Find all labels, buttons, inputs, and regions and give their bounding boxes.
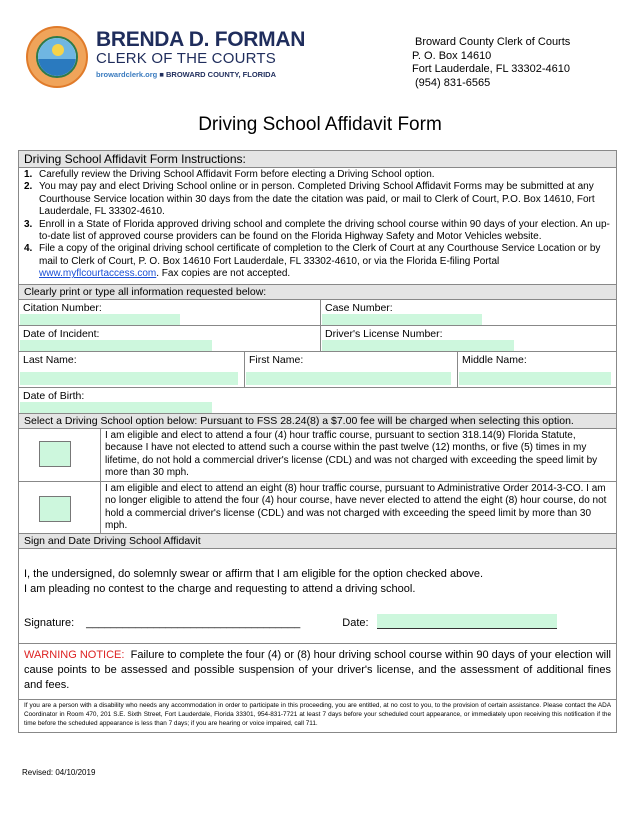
option-four-hour [19, 429, 616, 482]
first-name-label: First Name: [249, 353, 304, 366]
address-line: P. O. Box 14610 [412, 49, 492, 62]
list-item: 2. You may pay and elect Driving School online or in person. Completed Driving School Affidavit Forms may be submitted at any Courthouse Service location within 30 days from the date the citation was paid, or mail to Clerk of Court, P.O. Box 14610, Fort Lauderdale, FL 33302-4610. [24, 181, 595, 218]
last-name-input[interactable] [20, 372, 238, 385]
citation-number-input[interactable] [20, 314, 180, 325]
middle-name-label: Middle Name: [462, 353, 527, 366]
list-item: 4. File a copy of the original driving school certificate of completion to the Clerk of Court at any Courthouse Service Location or by mail to Clerk of Court, P. O. Box 14610 Fort Lauderdale, FL 33302-4610, or via the Florida E-filing Portal www.myflcourtaccess.com. Fax copies are not accepted. [24, 243, 601, 280]
page-title: Driving School Affidavit Form [198, 114, 442, 135]
site-link[interactable]: browardclerk.org [96, 70, 158, 79]
affidavit-form [18, 150, 617, 733]
sign-heading: Sign and Date Driving School Affidavit [19, 534, 616, 549]
clerk-website [96, 70, 276, 79]
clerk-seal-icon [26, 26, 88, 88]
revised-date: Revised: 04/10/2019 [22, 768, 96, 777]
warning-notice [19, 643, 616, 700]
address-line: (954) 831-6565 [415, 76, 491, 89]
option-eight-hour [19, 482, 616, 535]
ada-notice: If you are a person with a disability who needs any accommodation in order to participate in this proceeding, you are entitled, at no cost to you, to the provision of certain assistance. Please contact the ADA Coordinator in Room 470, 201 S.E. Sixth Street, Fort Lauderdale, Florida 33301, 954-831-7721 at least 7 days before your scheduled court appearance, or immediately upon receiving this notification if the time before the scheduled appearance is less than 7 days; if you are hearing or voice impaired, call 711. [24, 702, 611, 727]
case-number-label: Case Number: [325, 301, 393, 314]
case-number-input[interactable] [322, 314, 482, 325]
date-label: Date: [342, 617, 369, 630]
signature-label: Signature: [24, 617, 75, 630]
clerk-name: BRENDA D. FORMAN [96, 28, 306, 51]
county-label: ■ BROWARD COUNTY, FLORIDA [159, 70, 276, 79]
clerk-title: CLERK OF THE COURTS [96, 50, 276, 67]
date-of-birth-input[interactable] [20, 402, 212, 413]
instructions-heading: Driving School Affidavit Form Instructions: [19, 151, 616, 168]
date-input[interactable] [377, 614, 557, 629]
page-header [20, 22, 620, 92]
drivers-license-input[interactable] [322, 340, 514, 351]
list-item: 1. Carefully review the Driving School Affidavit Form before electing a Driving School option. [24, 169, 435, 180]
eight-hour-checkbox[interactable] [39, 496, 71, 522]
print-heading: Clearly print or type all information requested below: [19, 285, 616, 300]
citation-number-label: Citation Number: [23, 301, 102, 314]
drivers-license-label: Driver's License Number: [325, 327, 443, 340]
date-of-incident-label: Date of Incident: [23, 327, 100, 340]
declaration-line: I, the undersigned, do solemnly swear or affirm that I am eligible for the option checked above. [24, 568, 483, 581]
address-line: Fort Lauderdale, FL 33302-4610 [412, 63, 570, 75]
mailing-address [412, 36, 571, 90]
last-name-label: Last Name: [23, 353, 77, 366]
warning-label: WARNING NOTICE: [24, 649, 125, 662]
signature-line[interactable]: ___________________________________ [86, 617, 301, 630]
warning-text: Failure to complete the four (4) or (8) hour driving school course within 90 days of your election will cause points to be assessed and possible suspension of your driver's license, and the assessment of additional fines and fees. [24, 649, 611, 692]
date-of-incident-input[interactable] [20, 340, 212, 351]
first-name-input[interactable] [246, 372, 451, 385]
instructions-list [19, 168, 616, 285]
middle-name-input[interactable] [459, 372, 611, 385]
option-heading: Select a Driving School option below: Pursuant to FSS 28.24(8) a $7.00 fee will be charged when selecting this option. [19, 414, 616, 429]
option-text: I am eligible and elect to attend an eight (8) hour traffic course, pursuant to Administrative Order 2014-3-CO. I am no longer eligible to attend the four (4) hour course, have never elected to attend the eight (8) hour course, do not hold a commercial driver's license (CDL) and was not charged with exceeding the speed limit by more than 30 mph. [105, 482, 607, 531]
date-of-birth-label: Date of Birth: [23, 389, 85, 402]
list-item: 3. Enroll in a State of Florida approved driving school and complete the driving school course within 90 days of your election. An up-to-date list of approved course providers can be found on the Florida Highway Safety and Motor Vehicles website. [24, 218, 610, 243]
address-line: Broward County Clerk of Courts [415, 36, 571, 48]
option-text: I am eligible and elect to attend a four (4) hour traffic course, pursuant to section 318.14(9) Florida Statute, because I have not elected to attend such a course within the past twelve (12) months, or five (5) times in my lifetime, do not hold a commercial driver's license (CDL) and was not charged with exceeding the speed limit by more than 30 mph. [105, 430, 598, 479]
sign-section [19, 567, 616, 629]
four-hour-checkbox[interactable] [39, 441, 71, 467]
efiling-portal-link[interactable]: www.myflcourtaccess.com [39, 268, 157, 280]
declaration-line: I am pleading no contest to the charge and requesting to attend a driving school. [24, 583, 416, 596]
